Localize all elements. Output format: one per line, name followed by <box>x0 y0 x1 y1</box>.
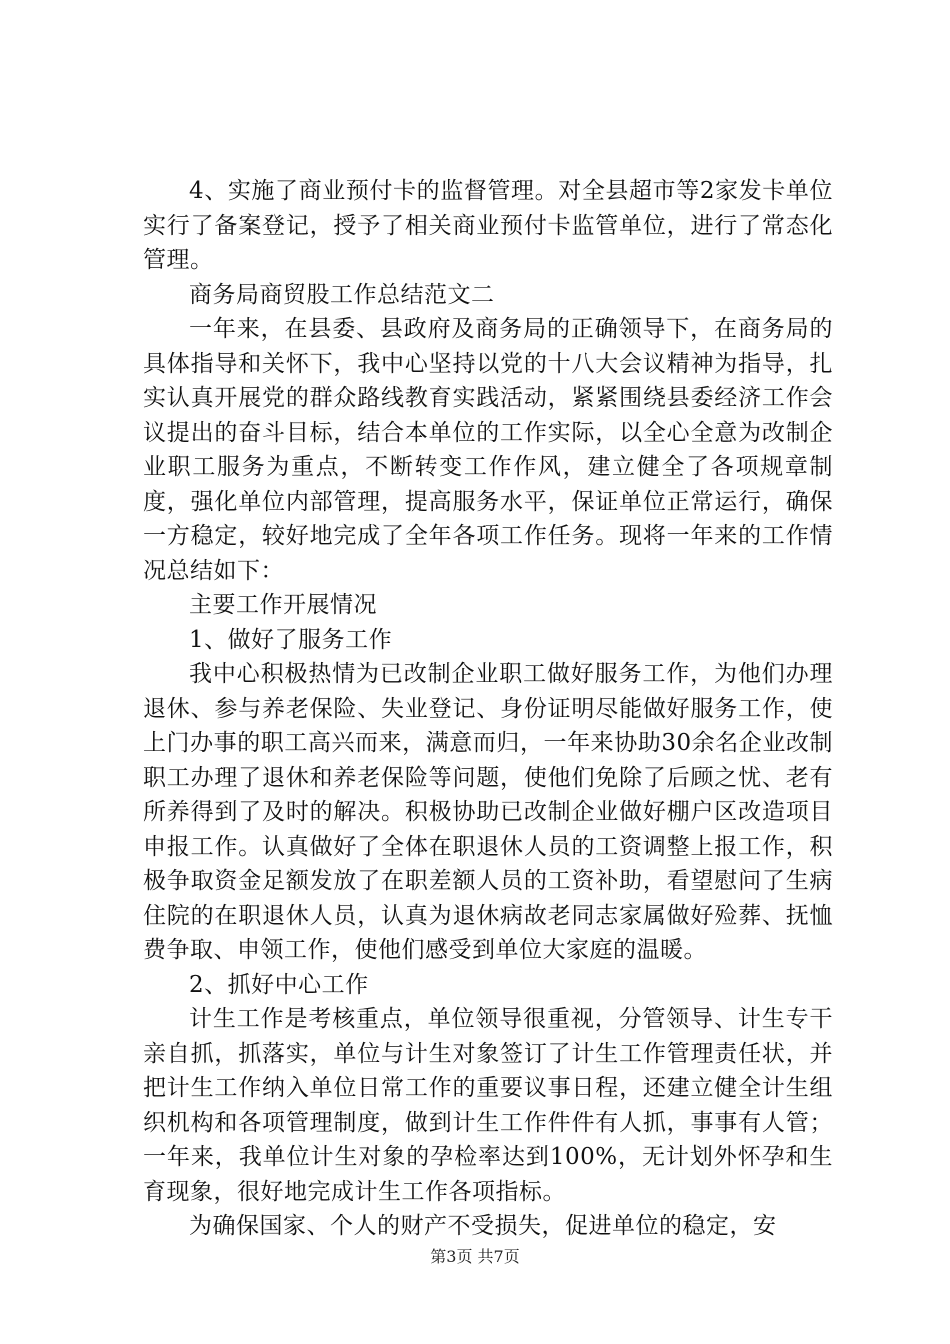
document-body <box>143 174 833 1244</box>
paragraph-intro: 一年来，在县委、县政府及商务局的正确领导下，在商务局的具体指导和关怀下，我中心坚持以党的十八大会议精神为指导，扎实认真开展党的群众路线教育实践活动，紧紧围绕县委经济工作会议提出的奋斗目标，结合本单位的工作实际，以全心全意为改制企业职工服务为重点，不断转变工作作风，建立健全了各项规章制度，强化单位内部管理，提高服务水平，保证单位正常运行，确保一方稳定，较好地完成了全年各项工作任务。现将一年来的工作情况总结如下： <box>143 316 833 584</box>
paragraph-property-safety: 为确保国家、个人的财产不受损失，促进单位的稳定，安 <box>189 1213 777 1239</box>
paragraph-prepaid-card: 4、实施了商业预付卡的监督管理。对全县超市等2家发卡单位实行了备案登记，授予了相关商业预付卡监管单位，进行了常态化管理。 <box>143 178 833 273</box>
subheading-service-work: 1、做好了服务工作 <box>189 626 393 653</box>
paragraph-family-planning: 计生工作是考核重点，单位领导很重视，分管领导、计生专干亲自抓，抓落实，单位与计生对象签订了计生工作管理责任状，并把计生工作纳入单位日常工作的重要议事日程，还建立健全计生组织机构和各项管理制度，做到计生工作件件有人抓，事事有人管；一年来，我单位计生对象的孕检率达到100%，无计划外怀孕和生育现象，很好地完成计生工作各项指标。 <box>143 1006 833 1205</box>
page-number-footer: 第3页 共7页 <box>430 1247 520 1266</box>
subheading-main-work: 主要工作开展情况 <box>189 592 377 618</box>
subheading-center-work: 2、抓好中心工作 <box>189 971 369 998</box>
paragraph-service-work: 我中心积极热情为已改制企业职工做好服务工作，为他们办理退休、参与养老保险、失业登记、身份证明尽能做好服务工作，使上门办事的职工高兴而来，满意而归，一年来协助30余名企业改制职工办理了退休和养老保险等问题，使他们免除了后顾之忧、老有所养得到了及时的解决。积极协助已改制企业做好棚户区改造项目申报工作。认真做好了全体在职退休人员的工资调整上报工作，积极争取资金足额发放了在职差额人员的工资补助，看望慰问了生病住院的在职退休人员，认真为退休病故老同志家属做好殓葬、抚恤费争取、申领工作，使他们感受到单位大家庭的温暖。 <box>143 661 833 963</box>
section-title: 商务局商贸股工作总结范文二 <box>189 281 495 308</box>
